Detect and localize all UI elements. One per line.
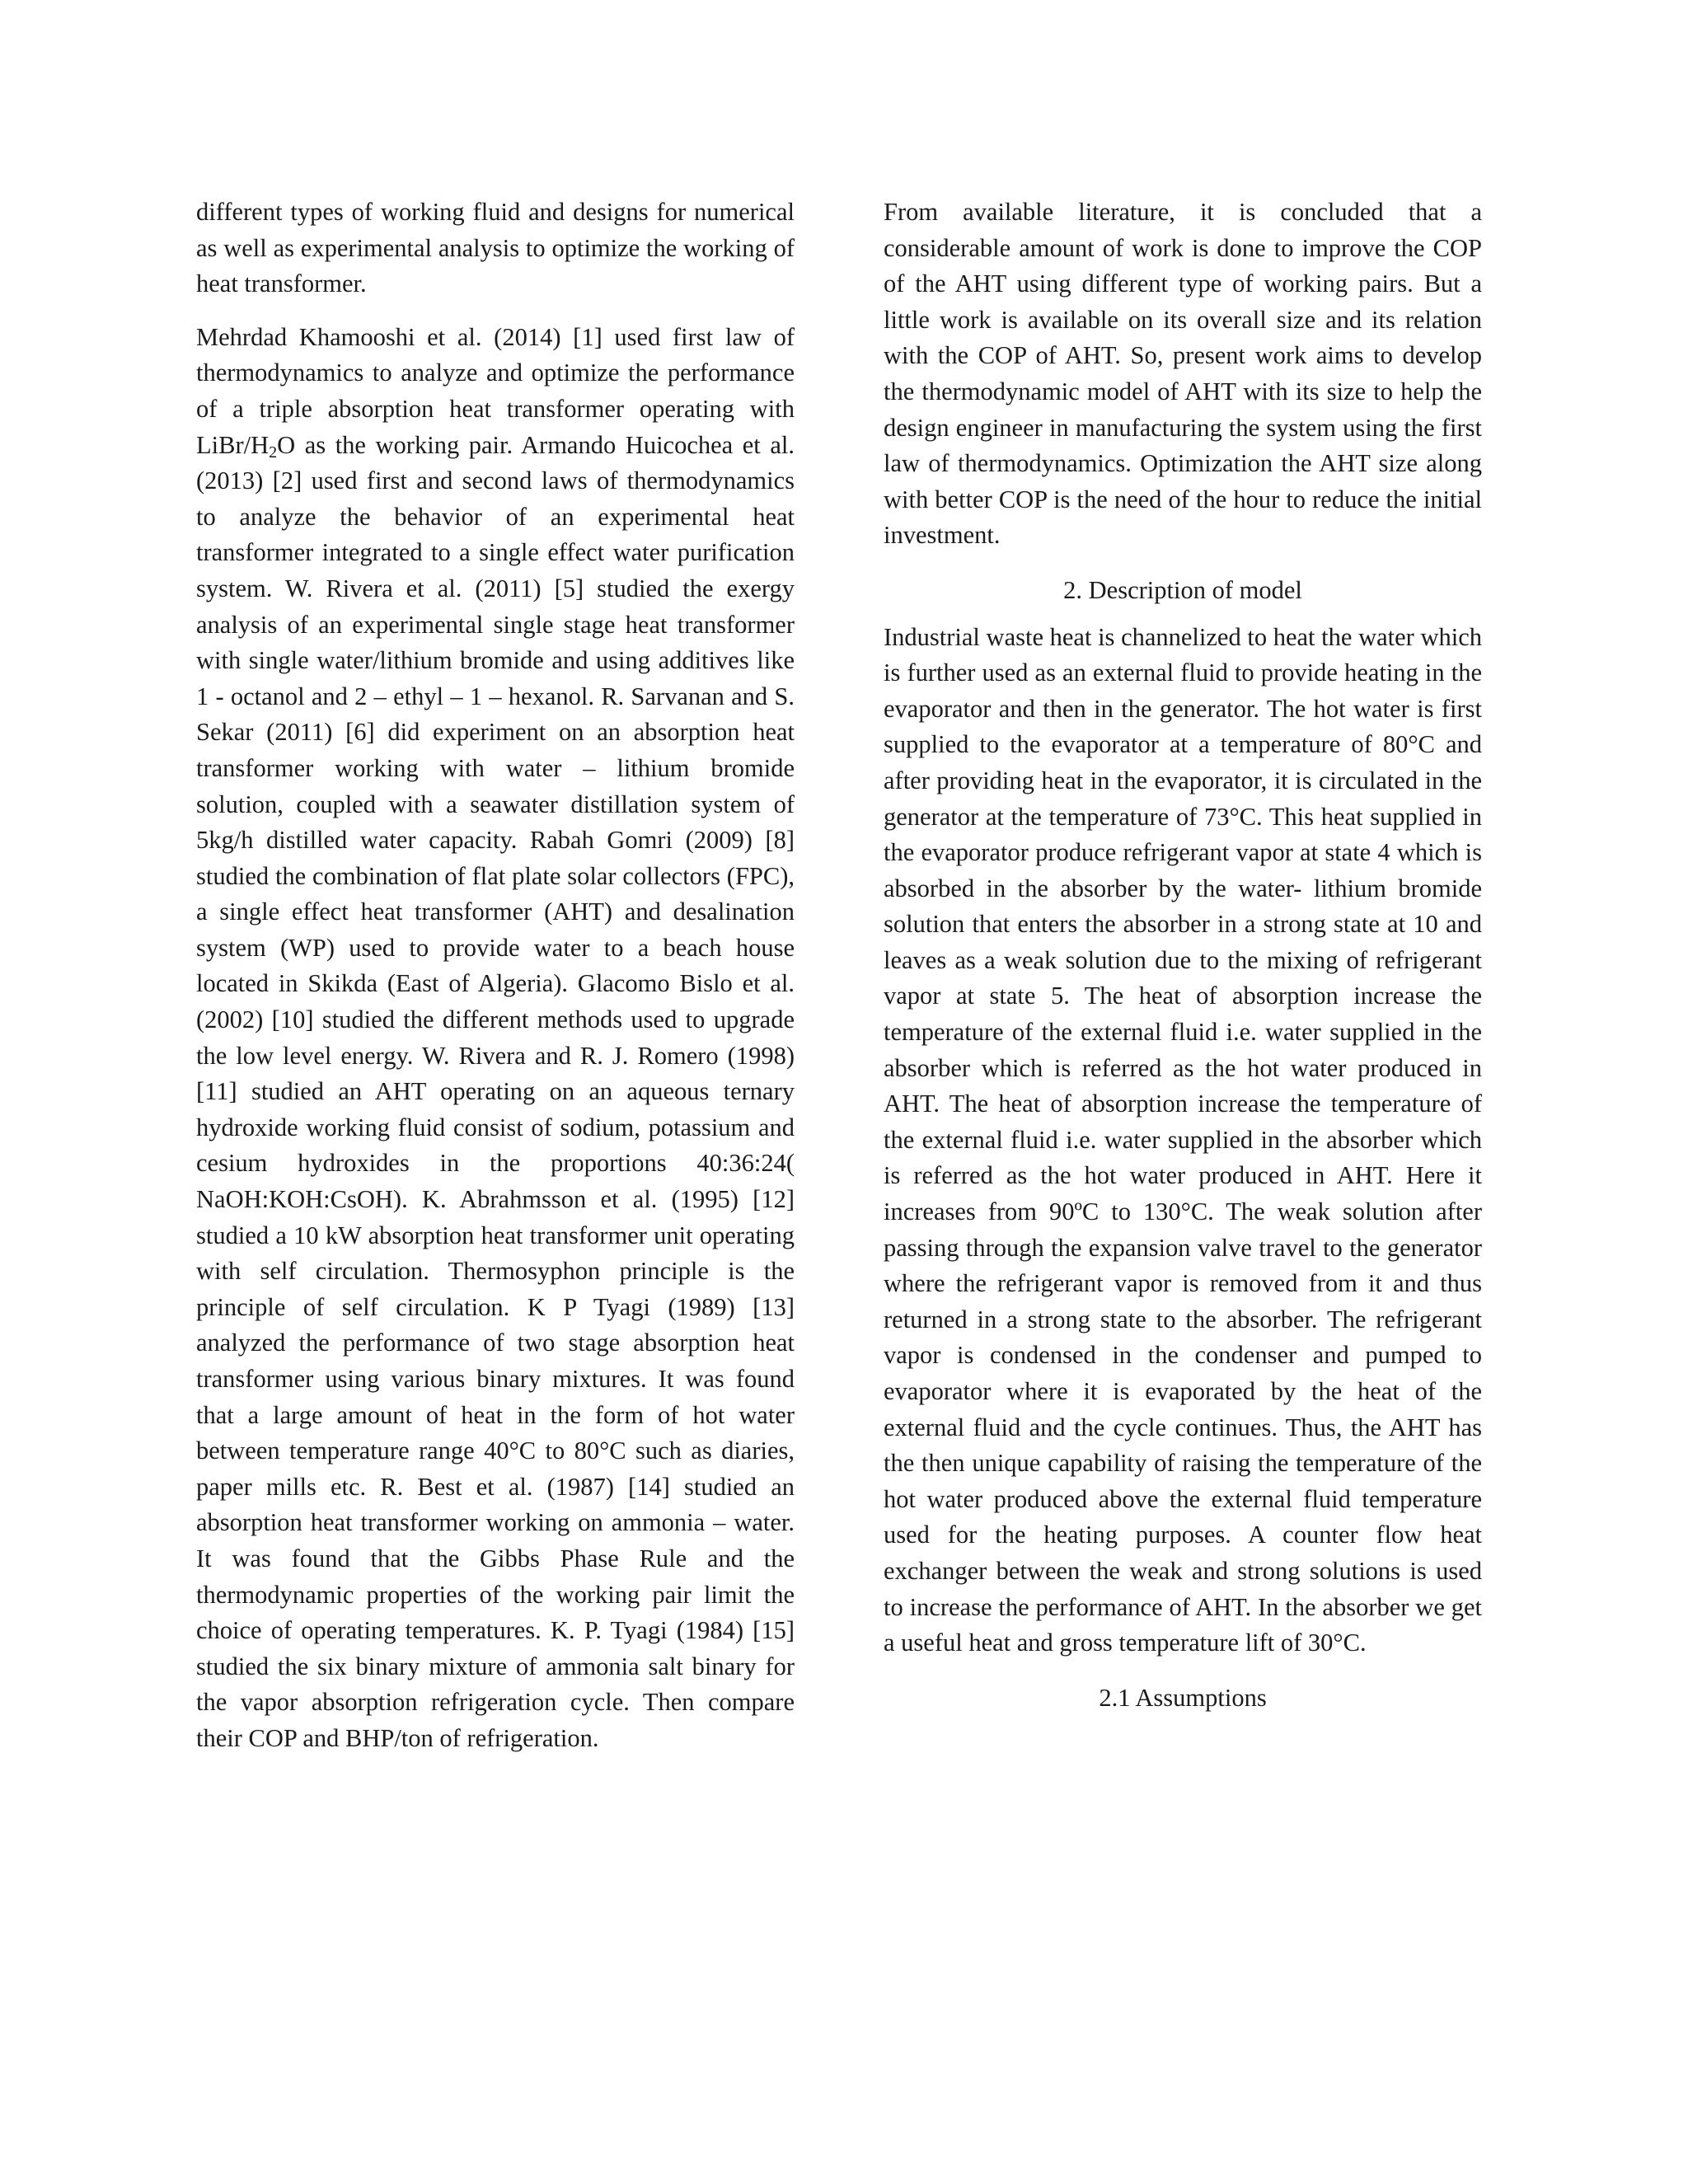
section-heading-assumptions: 2.1 Assumptions: [1099, 1683, 1267, 1712]
right-column: [884, 194, 1482, 1716]
left-paragraph-literature-review: [196, 320, 795, 1757]
right-paragraph-model-description: Industrial waste heat is channelized to heat the water which is further used as an external fluid to provide heating in the evaporator and then in the generator. The hot water is first supplied to the evaporator at a temperature of 80°C and after providing heat in the evaporator, it is circulated in the generator at the temperature of 73°C. This heat supplied in the evaporator produce refrigerant vapor at state 4 which is absorbed in the absorber by the water- lithium bromide solution that enters the absorber in a strong state at 10 and leaves as a weak solution due to the mixing of refrigerant vapor at state 5. The heat of absorption increase the temperature of the external fluid i.e. water supplied in the absorber which is referred as the hot water produced in AHT. The heat of absorption increase the temperature of the external fluid i.e. water supplied in the absorber which is referred as the hot water produced in AHT. Here it increases from 90ºC to 130°C. The weak solution after passing through the expansion valve travel to the generator where the refrigerant vapor is removed from it and thus returned in a strong state to the absorber. The refrigerant vapor is condensed in the condenser and pumped to evaporator where it is evaporated by the heat of the external fluid and the cycle continues. Thus, the AHT has the then unique capability of raising the temperature of the hot water produced above the external fluid temperature used for the heating purposes. A counter flow heat exchanger between the weak and strong solutions is used to increase the performance of AHT. In the absorber we get a useful heat and gross temperature lift of 30°C.: [884, 622, 1482, 1657]
literature-review-text-part-1: Mehrdad Khamooshi et al. (2014) [1] used first law of thermodynamics to analyze and optimize the performance of a triple absorption heat transformer operating with LiBr/H: [196, 322, 795, 459]
left-paragraph-intro-continuation: different types of working fluid and designs for numerical as well as experimental analysis to optimize the working of heat transformer.: [196, 198, 795, 298]
section-heading-description-of-model: 2. Description of model: [1063, 575, 1302, 604]
subscript-2: 2: [269, 443, 278, 462]
left-column: [196, 194, 795, 1757]
literature-review-text-part-2: O as the working pair. Armando Huicochea et al. (2013) [2] used first and second laws of thermodynamics to analyze the behavior of an experimental heat transformer integrated to a single effect water purification system. W. Rivera et al. (2011) [5] studied the exergy analysis of an experimental single stage heat transformer with single water/lithium bromide and using additives like 1 - octanol and 2 – ethyl – 1 – hexanol. R. Sarvanan and S. Sekar (2011) [6] did experiment on an absorption heat transformer working with water – lithium bromide solution, coupled with a seawater distillation system of 5kg/h distilled water capacity. Rabah Gomri (2009) [8] studied the combination of flat plate solar collectors (FPC), a single effect heat transformer (AHT) and desalination system (WP) used to provide water to a beach house located in Skikda (East of Algeria). Glacomo Bislo et al. (2002) [10] studied the different methods used to upgrade the low level energy. W. Rivera and R. J. Romero (1998) [11] studied an AHT operating on an aqueous ternary hydroxide working fluid consist of sodium, potassium and cesium hydroxides in the proportions 40:36:24( NaOH:KOH:CsOH). K. Abrahmsson et al. (1995) [12] studied a 10 kW absorption heat transformer unit operating with self circulation. Thermosyphon principle is the principle of self circulation. K P Tyagi (1989) [13] analyzed the performance of two stage absorption heat transformer using various binary mixtures. It was found that a large amount of heat in the form of hot water between temperature range 40°C to 80°C such as diaries, paper mills etc. R. Best et al. (1987) [14] studied an absorption heat transformer working on ammonia – water. It was found that the Gibbs Phase Rule and the thermodynamic properties of the working pair limit the choice of operating temperatures. K. P. Tyagi (1984) [15] studied the six binary mixture of ammonia salt binary for the vapor absorption refrigeration cycle. Then compare their COP and BHP/ton of refrigeration.: [196, 430, 795, 1752]
right-paragraph-conclusion: From available literature, it is concluded that a considerable amount of work is done to improve the COP of the AHT using different type of working pairs. But a little work is available on its overall size and its relation with the COP of AHT. So, present work aims to develop the thermodynamic model of AHT with its size to help the design engineer in manufacturing the system using the first law of thermodynamics. Optimization the AHT size along with better COP is the need of the hour to reduce the initial investment.: [884, 198, 1482, 550]
